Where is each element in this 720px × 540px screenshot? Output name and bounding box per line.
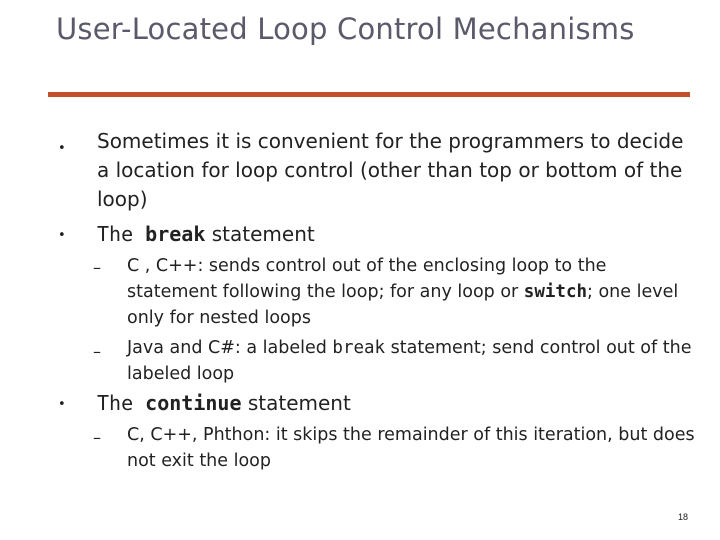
bullet-suffix: statement [241, 391, 351, 415]
sub-bullet-text [127, 253, 702, 331]
sub-text-part: Java and C#: a labeled [127, 338, 333, 358]
bullet-marker: • [58, 397, 66, 412]
bullet-marker: • [58, 228, 66, 243]
bullet-continue-statement [97, 389, 351, 418]
sub-bullet-marker: – [93, 258, 101, 277]
bullet-prefix: The [97, 222, 146, 246]
code-keyword-break: break [332, 338, 386, 358]
sub-bullet-marker: – [93, 428, 101, 447]
code-keyword-break: break [145, 222, 206, 246]
title-underline [48, 92, 690, 97]
sub-text-part: statement; send control out of the labeled loop [127, 338, 692, 384]
sub-text-part: C , C++: sends control out of the enclosing loop to the statement following the loop; for any loop or [127, 256, 607, 302]
bullet-suffix: statement [205, 222, 315, 246]
bullet-text: Sometimes it is convenient for the programmers to decide a location for loop control (other than top or bottom of the loop) [97, 129, 684, 211]
sub-bullet-marker: – [93, 342, 101, 361]
sub-text-part: ; one level only for nested loops [127, 282, 679, 328]
code-keyword-switch: switch [523, 282, 588, 302]
bullet-break-statement [97, 220, 315, 249]
page-number: 18 [677, 512, 688, 522]
slide-title: User-Located Loop Control Mechanisms [56, 12, 635, 46]
sub-bullet-text: C, C++, Phthon: it skips the remainder of this iteration, but does not exit the loop [127, 425, 695, 471]
bullet-marker: • [58, 141, 66, 156]
bullet-prefix: The [97, 391, 146, 415]
code-keyword-continue: continue [145, 391, 242, 415]
sub-bullet-text [127, 335, 702, 387]
